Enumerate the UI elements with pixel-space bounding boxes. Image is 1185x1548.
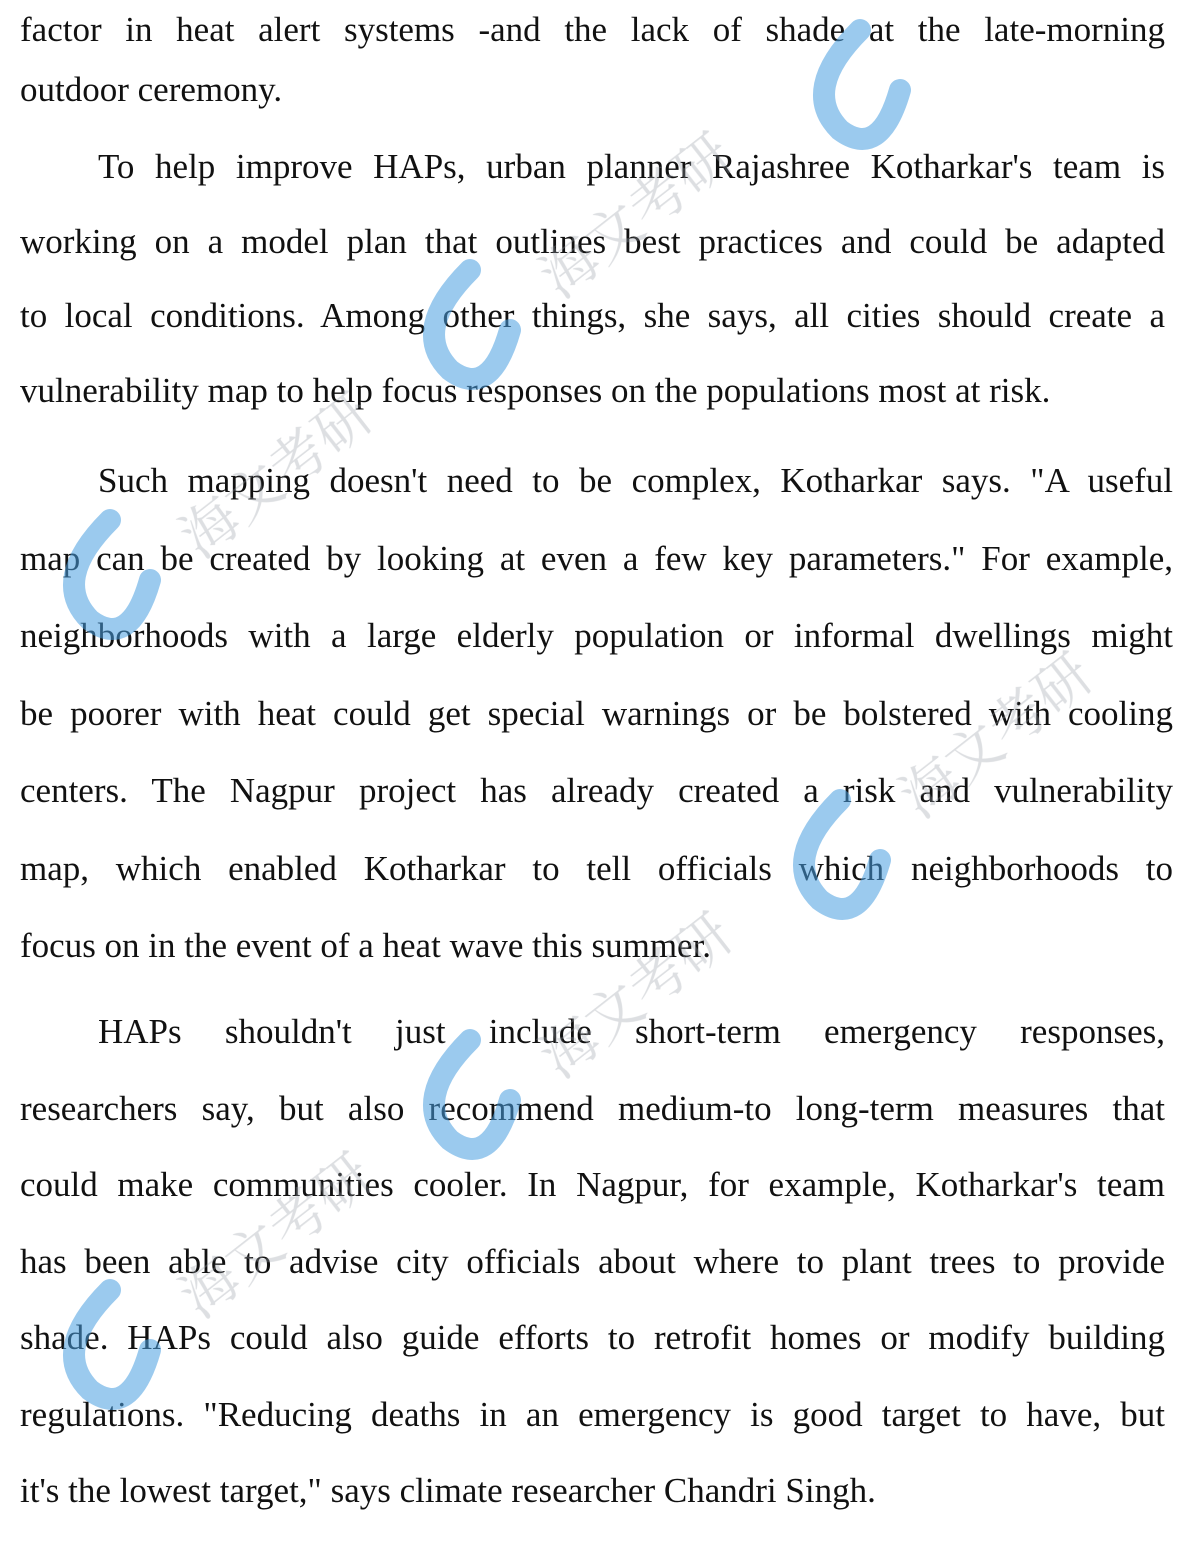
text-line: working on a model plan that outlines best practices and could be adapted <box>20 221 1165 261</box>
text-line: researchers say, but also recommend medium-to long-term measures that <box>20 1088 1165 1128</box>
watermark-text: 海文考研 <box>528 901 746 1092</box>
text-line: vulnerability map to help focus responses on the populations most at risk. <box>20 370 1051 410</box>
text-line: factor in heat alert systems -and the lack of shade at the late-morning <box>20 10 1165 49</box>
text-line: regulations. "Reducing deaths in an emergency is good target to have, but <box>20 1394 1165 1434</box>
text-line: Such mapping doesn't need to be complex, Kotharkar says. "A useful <box>98 461 1173 500</box>
text-line: shade. HAPs could also guide efforts to retrofit homes or modify building <box>20 1318 1165 1357</box>
watermark-text: 海文考研 <box>888 641 1106 832</box>
text-line: it's the lowest target," says climate researcher Chandri Singh. <box>20 1471 876 1510</box>
text-line: outdoor ceremony. <box>20 70 283 109</box>
text-line: map can be created by looking at even a few key parameters." For example, <box>20 538 1173 578</box>
paragraph <box>20 1012 1165 1548</box>
text-line: HAPs shouldn't just include short-term emergency responses, <box>98 1012 1165 1051</box>
watermark-text: 海文考研 <box>168 381 386 572</box>
text-line: map, which enabled Kotharkar to tell officials which neighborhoods to <box>20 848 1173 888</box>
text-line: to local conditions. Among other things, she says, all cities should create a <box>20 296 1165 335</box>
text-line: has been able to advise city officials about where to plant trees to provide <box>20 1241 1165 1281</box>
text-line: centers. The Nagpur project has already created a risk and vulnerability <box>20 771 1173 810</box>
watermark-text: 海文考研 <box>528 121 746 312</box>
paragraph <box>20 461 1173 1004</box>
text-line: focus on in the event of a heat wave this summer. <box>20 926 712 965</box>
text-line: could make communities cooler. In Nagpur, for example, Kotharkar's team <box>20 1165 1165 1204</box>
text-line: be poorer with heat could get special warnings or be bolstered with cooling <box>20 693 1173 733</box>
text-line: To help improve HAPs, urban planner Rajashree Kotharkar's team is <box>98 147 1165 186</box>
paragraph <box>20 10 1165 130</box>
watermark-text: 海文考研 <box>168 1141 386 1332</box>
paragraph <box>20 147 1165 445</box>
text-line: neighborhoods with a large elderly population or informal dwellings might <box>20 616 1173 655</box>
